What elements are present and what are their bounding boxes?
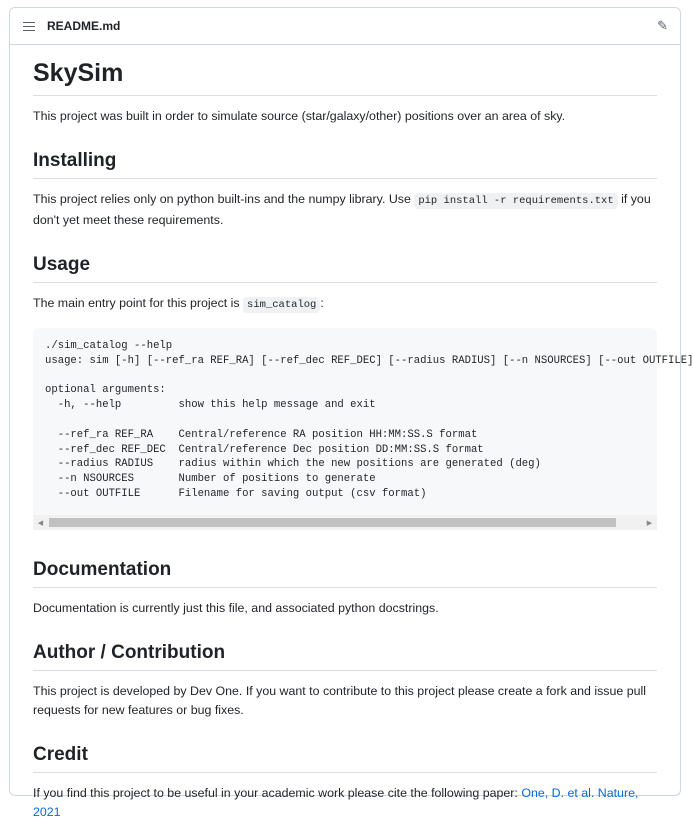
- code-block: [33, 328, 693, 530]
- text: If you find this project to be useful in your academic work please cite the following paper:: [33, 785, 522, 800]
- usage-text: [33, 294, 657, 316]
- code-block-text: ./sim_catalog --help usage: sim [-h] [--ref_ra REF_RA] [--ref_dec REF_DEC] [--radius RADIUS] [--n NSOURCES] [--out OUTFILE] optional arguments: -h, --help show this help message and exit --ref_ra REF_RA Central/reference RA position HH:MM:SS.S format --ref_dec REF_DEC Central/reference Dec position DD:MM:SS.S format --radius RADIUS radius within which the new positions are generated (deg) --n NSOURCES Number of positions to generate --out OUTFILE Filename for saving output (csv format): [45, 340, 693, 500]
- scroll-left-icon[interactable]: ◀: [37, 519, 44, 527]
- text: The main entry point for this project is: [33, 295, 244, 310]
- usage-heading: Usage: [33, 253, 657, 283]
- scrollbar-thumb[interactable]: [49, 518, 616, 527]
- installing-heading: Installing: [33, 149, 657, 179]
- text: This project relies only on python built-ins and the numpy library. Use: [33, 191, 415, 206]
- installing-text: [33, 190, 657, 231]
- scroll-right-icon[interactable]: ▶: [646, 519, 653, 527]
- pencil-icon[interactable]: ✎: [657, 18, 668, 33]
- readme-header: [10, 8, 680, 45]
- list-icon[interactable]: [23, 21, 35, 31]
- horizontal-scrollbar[interactable]: [33, 515, 657, 530]
- documentation-heading: Documentation: [33, 558, 657, 588]
- intro-text: This project was built in order to simulate source (star/galaxy/other) positions over an area of sky.: [33, 109, 566, 123]
- readme-card: [9, 7, 693, 819]
- inline-code: pip install -r requirements.txt: [414, 193, 617, 209]
- text: :: [320, 295, 324, 310]
- author-text: This project is developed by Dev One. If you want to contribute to this project please create a fork and issue pull requests for new features or bug fixes.: [33, 683, 646, 717]
- credit-heading: Credit: [33, 743, 657, 773]
- readme-body: [10, 57, 693, 823]
- text: if you don't yet meet these requirements.: [33, 191, 651, 227]
- author-heading: Author / Contribution: [33, 641, 657, 671]
- inline-code: sim_catalog: [243, 297, 320, 313]
- file-name: README.md: [47, 19, 121, 33]
- credit-text: [33, 784, 657, 823]
- documentation-text: Documentation is currently just this file, and associated python docstrings.: [33, 601, 439, 615]
- paper-link[interactable]: One, D. et al. Nature, 2021: [33, 785, 639, 819]
- page-title: SkySim: [33, 57, 657, 96]
